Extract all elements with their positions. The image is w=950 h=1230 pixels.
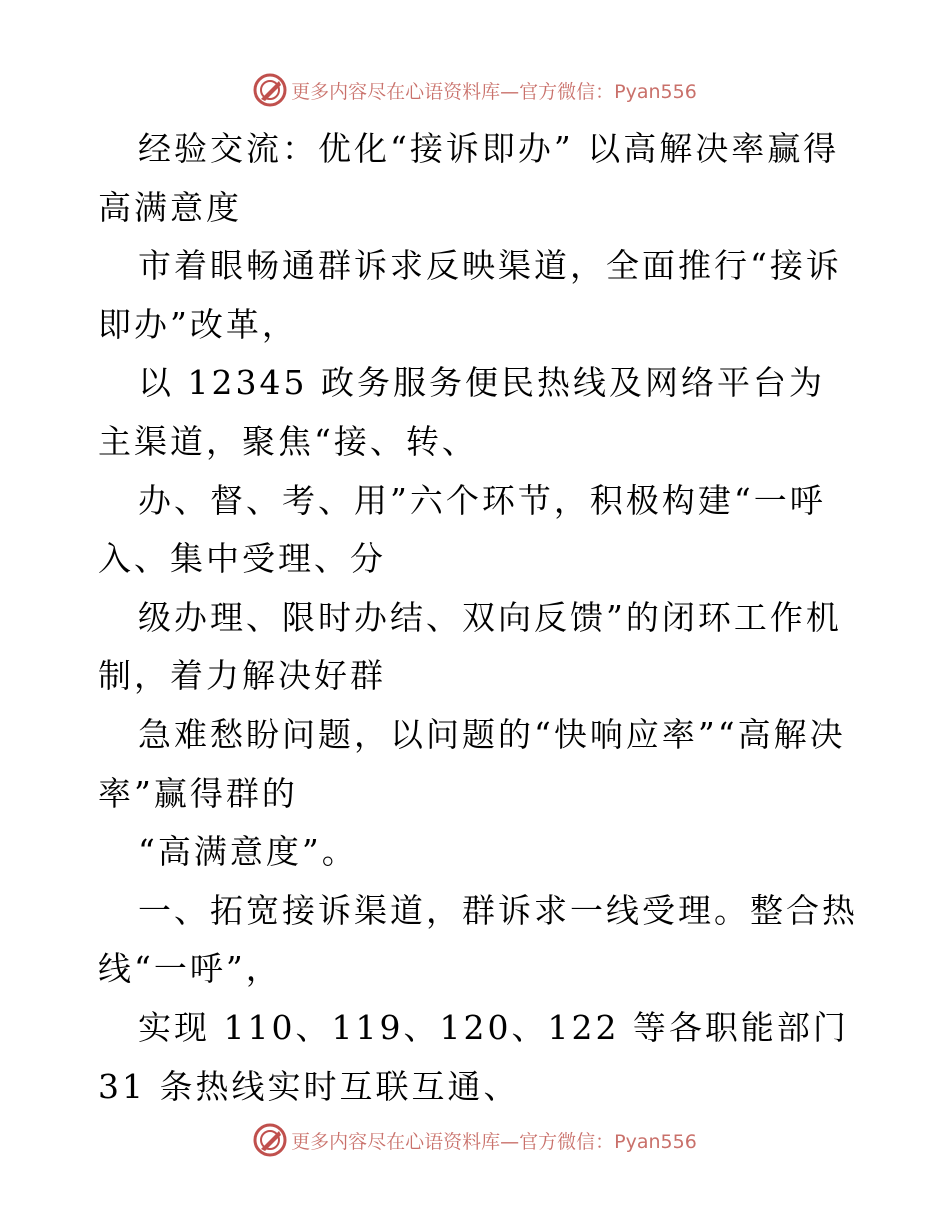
paragraph: 市着眼畅通群诉求反映渠道，全面推行“接诉即办”改革，: [98, 246, 842, 344]
document-body: [98, 120, 858, 1116]
paragraph: 级办理、限时办结、双向反馈”的闭环工作机制，着力解决好群: [98, 597, 842, 696]
watermark-header: [0, 70, 950, 110]
doc-title: 经验交流：优化“接诉即办” 以高解决率赢得高满意度: [98, 129, 840, 227]
paragraph: 急难愁盼问题，以问题的“快响应率”“高解决率”赢得群的: [98, 714, 846, 813]
paragraph: 办、督、考、用”六个环节，积极构建“一呼入、集中受理、分: [98, 480, 826, 579]
watermark-text: 更多内容尽在心语资料库—官方微信：Pyan556: [291, 1130, 697, 1153]
watermark-footer: [0, 1120, 950, 1160]
watermark-text: 更多内容尽在心语资料库—官方微信：Pyan556: [291, 80, 697, 103]
paragraph: 实现 110、119、120、122 等各职能部门 31 条热线实时互联互通、: [98, 1007, 849, 1106]
logo-icon: [253, 73, 287, 107]
paragraph: 以 12345 政务服务便民热线及网络平台为主渠道，聚焦“接、转、: [98, 363, 825, 461]
paragraph: “高满意度”。: [138, 832, 358, 872]
logo-icon: [253, 1123, 287, 1157]
section-heading: 一、拓宽接诉渠道，群诉求一线受理。整合热线“一呼”，: [98, 890, 858, 989]
